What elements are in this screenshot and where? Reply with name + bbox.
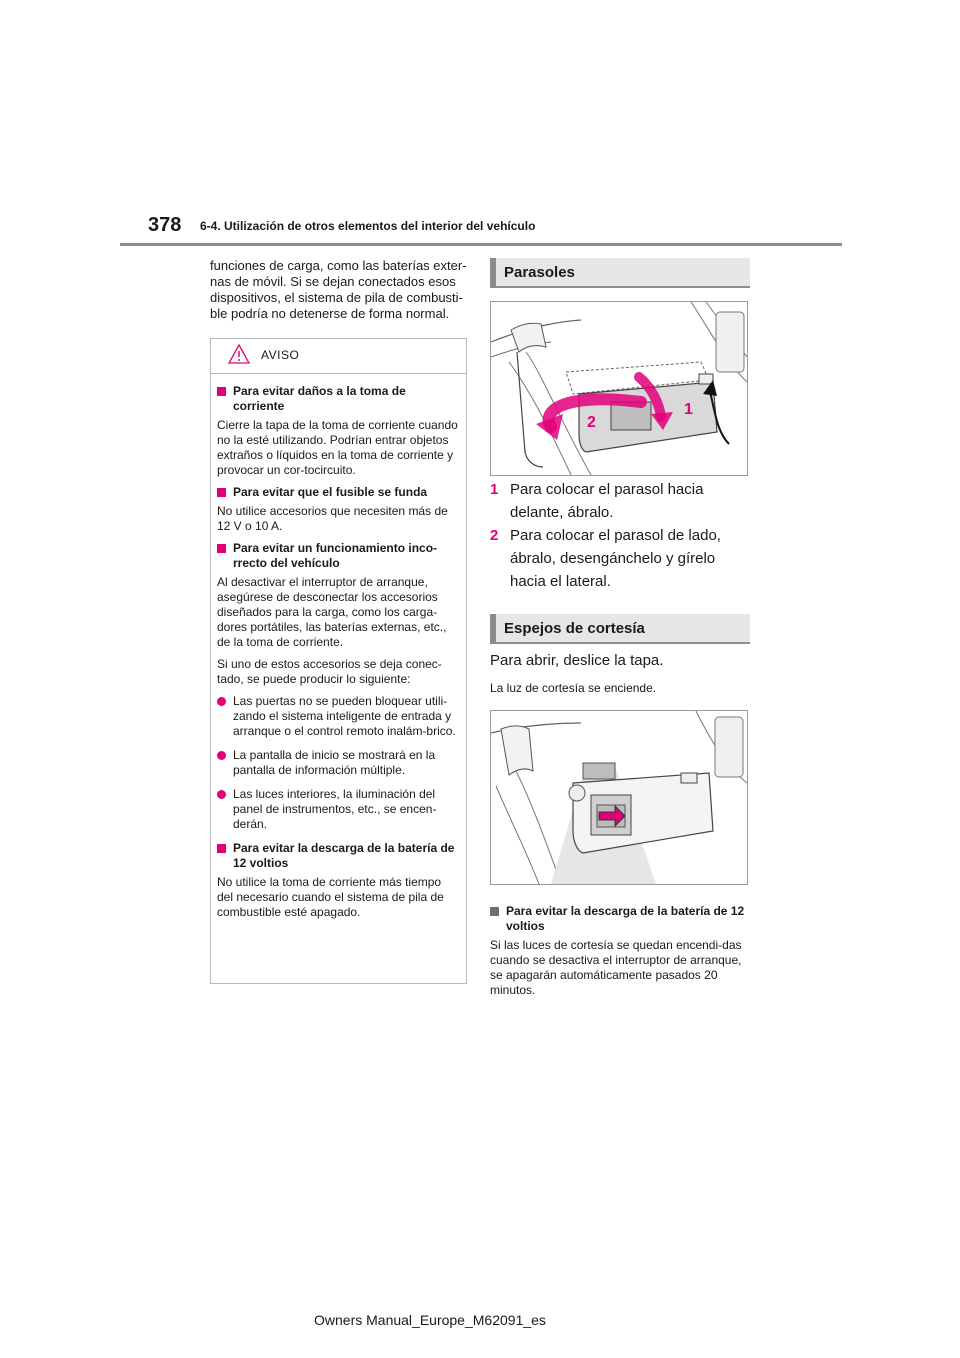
warning-label: AVISO [261, 348, 300, 362]
warning-body [211, 374, 466, 920]
intro-paragraph: funciones de carga, como las baterías exter-nas de móvil. Si se dejan conectados esos dispositivos, el sistema de pila de combusti-ble podría no detenerse de forma normal. [210, 258, 467, 321]
warning-header [211, 339, 466, 374]
step-text: Para colocar el parasol de lado, ábralo, desengánchelo y gírelo hacia el lateral. [510, 527, 721, 590]
warning-bullet: La pantalla de inicio se mostrará en la pantalla de información múltiple. [217, 748, 458, 778]
courtesy-light-text: Si las luces de cortesía se quedan encendi-das cuando se desactiva el interruptor de arranque, se apagarán automáticamente pasados 20 minutos. [490, 938, 742, 997]
warning-heading: Para evitar la descarga de la batería de 12 voltios [217, 841, 458, 871]
callout-1: 1 [684, 401, 693, 418]
section-header: 6-4. Utilización de otros elementos del interior del vehículo [200, 219, 536, 233]
warning-text: Al desactivar el interruptor de arranque, asegúrese de desconectar los accesorios diseñados para la carga, como los carga-dores portátiles, las baterías externas, etc., de la toma de corriente. [217, 575, 447, 649]
left-column [210, 258, 468, 322]
square-bullet-icon [217, 544, 226, 553]
warning-text: Si uno de estos accesorios se deja conec-tado, se puede producir lo siguiente: [217, 657, 442, 686]
warning-bullet: Las luces interiores, la iluminación del panel de instrumentos, etc., se encen-derán. [217, 787, 458, 832]
square-bullet-icon [217, 844, 226, 853]
warning-heading: Para evitar que el fusible se funda [217, 485, 458, 500]
warning-text: Cierre la tapa de la toma de corriente cuando no la esté utilizando. Podrían entrar objetos extraños o líquidos en la toma de corriente y provocar un cor-tocircuito. [217, 418, 458, 477]
callout-2: 2 [587, 414, 596, 431]
step-2 [490, 524, 752, 593]
vanity-mirror-note: La luz de cortesía se enciende. [490, 681, 657, 695]
warning-triangle-icon [228, 344, 250, 364]
sun-visor-illustration [490, 301, 748, 476]
page-footer: Owners Manual_Europe_M62091_es [314, 1312, 546, 1328]
round-bullet-icon [217, 751, 226, 760]
section-title: Parasoles [504, 264, 575, 281]
band-marker [490, 614, 496, 644]
section-band-espejos [490, 614, 750, 644]
warning-heading: Para evitar daños a la toma de corriente [217, 384, 458, 414]
warning-box [210, 338, 467, 984]
warning-text: No utilice accesorios que necesiten más de 12 V o 10 A. [217, 504, 448, 533]
square-bullet-icon [490, 907, 499, 916]
band-marker [490, 258, 496, 288]
warning-bullet: Las puertas no se pueden bloquear utili-zando el sistema inteligente de entrada y arranque o el control remoto inalám-brico. [217, 694, 458, 739]
step-1 [490, 478, 752, 524]
section-band-parasoles [490, 258, 750, 288]
section-title: Espejos de cortesía [504, 620, 645, 637]
band-rule [490, 286, 750, 288]
round-bullet-icon [217, 790, 226, 799]
warning-text: No utilice la toma de corriente más tiempo del necesario cuando el sistema de pila de combustible esté apagado. [217, 875, 444, 919]
vanity-mirror-drawing [491, 711, 747, 884]
square-bullet-icon [217, 488, 226, 497]
round-bullet-icon [217, 697, 226, 706]
header-rule [120, 243, 842, 246]
step-text: Para colocar el parasol hacia delante, ábralo. [510, 481, 704, 521]
vanity-mirror-text: Para abrir, deslice la tapa. [490, 652, 664, 669]
band-rule [490, 642, 750, 644]
vanity-mirror-illustration [490, 710, 748, 885]
courtesy-light-heading: Para evitar la descarga de la batería de 12 voltios [490, 904, 752, 934]
step-number: 1 [490, 481, 499, 498]
step-number: 2 [490, 527, 499, 544]
square-bullet-icon [217, 387, 226, 396]
warning-heading: Para evitar un funcionamiento inco-rrecto del vehículo [217, 541, 458, 571]
sun-visor-drawing [491, 302, 747, 475]
page-number: 378 [148, 214, 182, 236]
